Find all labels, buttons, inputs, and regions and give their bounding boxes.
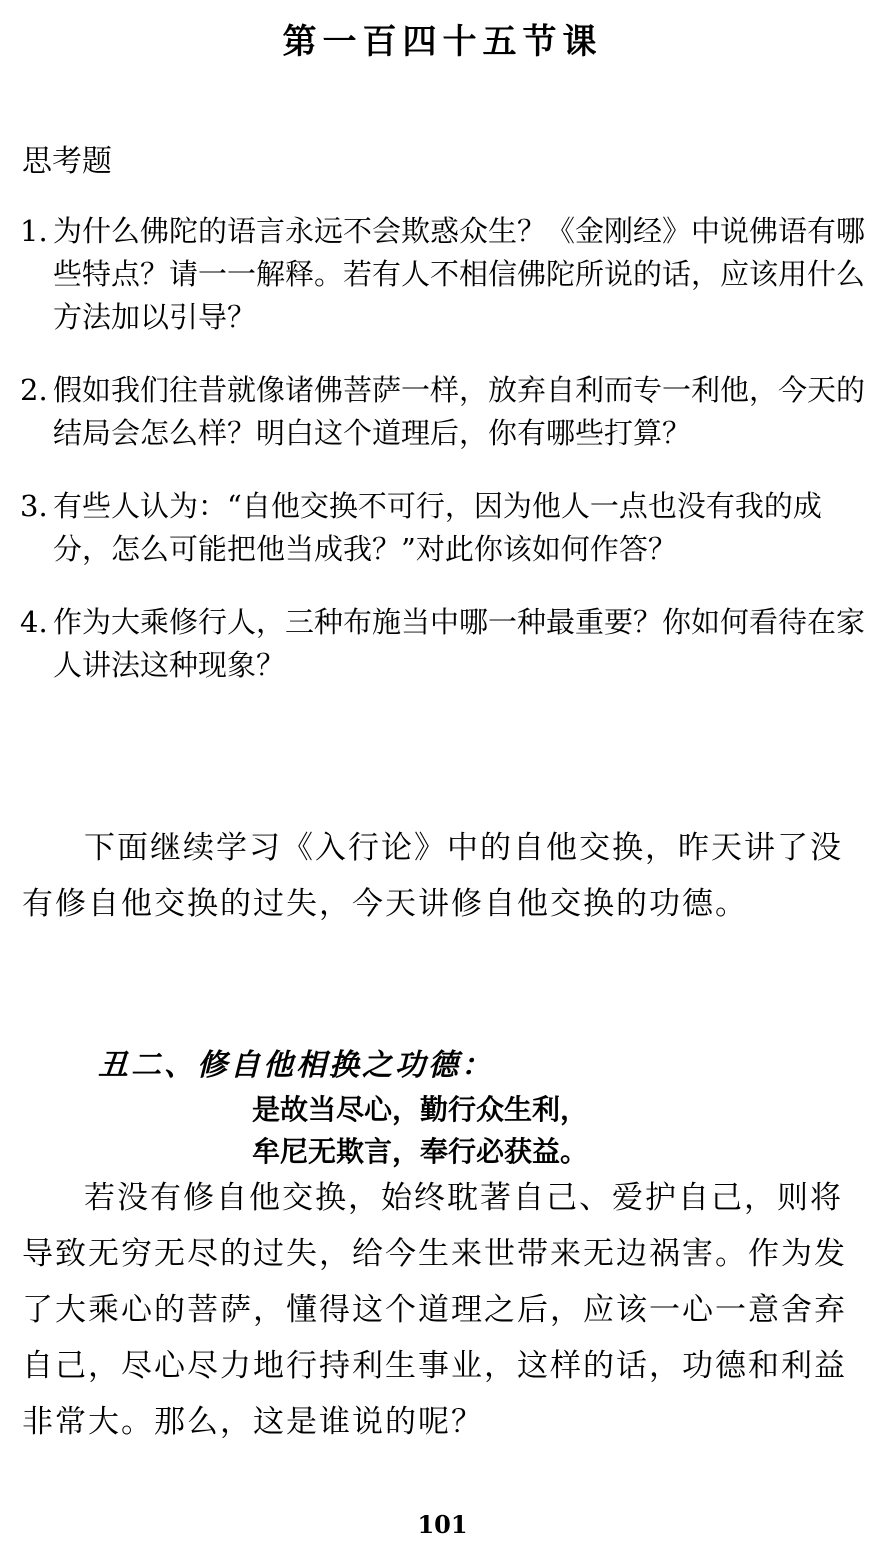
question-list bbox=[20, 210, 870, 687]
verse-line: 是故当尽心，勤行众生利， bbox=[252, 1093, 589, 1126]
question-item bbox=[20, 601, 870, 687]
question-number: 3. bbox=[20, 489, 48, 523]
page-title: 第一百四十五节课 bbox=[282, 22, 603, 62]
body-paragraph: 若没有修自他交换，始终耽著自己、爱护自己，则将导致无穷无尽的过失，给今生来世带来无边祸害。作为发了大乘心的菩萨，懂得这个道理之后，应该一心一意舍弃自己，尽心尽力地行持利生事业，这样的话，功德和利益非常大。那么，这是谁说的呢？ bbox=[22, 1180, 847, 1440]
question-item bbox=[20, 485, 870, 571]
section-subheading: 丑二、修自他相换之功德： bbox=[98, 1048, 494, 1083]
intro-paragraph: 下面继续学习《入行论》中的自他交换，昨天讲了没有修自他交换的过失，今天讲修自他交换的功德。 bbox=[22, 830, 843, 922]
question-number: 2. bbox=[20, 373, 48, 407]
question-text: 为什么佛陀的语言永远不会欺惑众生？《金刚经》中说佛语有哪些特点？请一一解释。若有人不相信佛陀所说的话，应该用什么方法加以引导？ bbox=[53, 214, 866, 334]
question-text: 作为大乘修行人，三种布施当中哪一种最重要？你如何看待在家人讲法这种现象？ bbox=[53, 605, 866, 682]
question-item bbox=[20, 369, 870, 455]
question-number: 4. bbox=[20, 605, 48, 639]
question-text: 假如我们往昔就像诸佛菩萨一样，放弃自利而专一利他，今天的结局会怎么样？明白这个道理后，你有哪些打算？ bbox=[53, 373, 866, 450]
question-text: 有些人认为：“自他交换不可行，因为他人一点也没有我的成分，怎么可能把他当成我？”对此你该如何作答？ bbox=[53, 489, 822, 566]
verse-line: 牟尼无欺言，奉行必获益。 bbox=[252, 1135, 589, 1168]
question-item bbox=[20, 210, 870, 339]
questions-heading: 思考题 bbox=[22, 144, 112, 179]
page-number: 101 bbox=[417, 1510, 468, 1539]
question-number: 1. bbox=[20, 214, 48, 248]
